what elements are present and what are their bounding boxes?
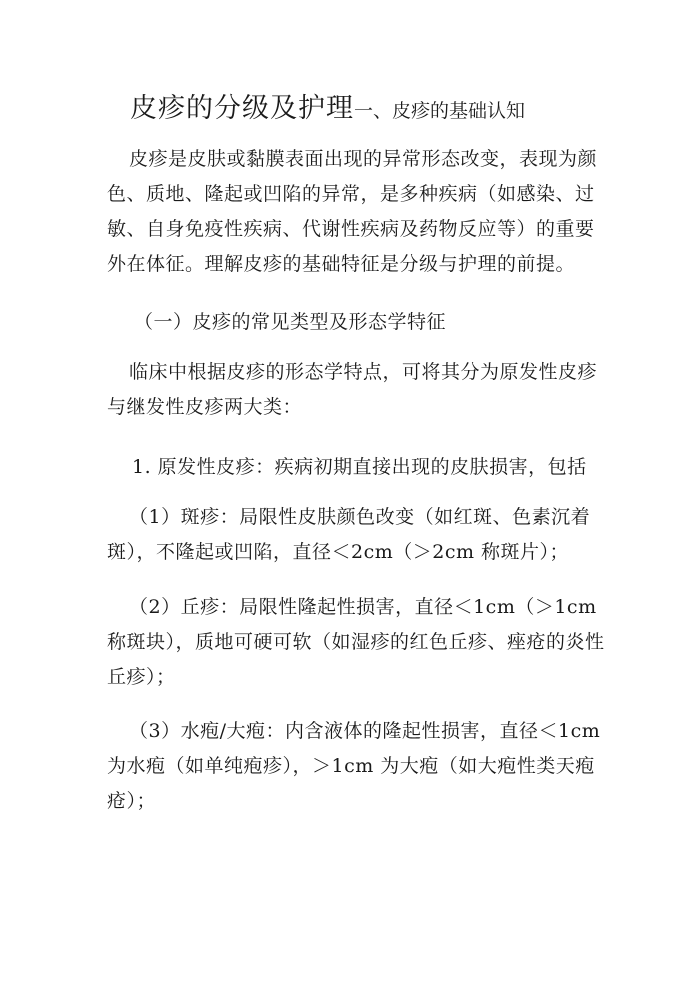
classification-paragraph: 临床中根据皮疹的形态学特点，可将其分为原发性皮疹与继发性皮疹两大类：: [107, 361, 598, 418]
page-title: 皮疹的分级及护理: [130, 93, 354, 124]
list-item-papule: （2）丘疹：局限性隆起性损害，直径＜1cm（＞1cm 称斑块），质地可硬可软（如湿疹的红色丘疹、痤疮的炎性丘疹）；: [107, 596, 605, 688]
section-title: 一、皮疹的基础认知: [354, 100, 526, 122]
list-item-macule: （1）斑疹：局限性皮肤颜色改变（如红斑、色素沉着斑），不隆起或凹陷，直径＜2cm（＞2cm 称斑片）；: [107, 506, 591, 563]
document-title: [130, 86, 525, 125]
primary-rash-heading: 1. 原发性皮疹：疾病初期直接出现的皮肤损害，包括: [132, 456, 587, 478]
intro-paragraph: 皮疹是皮肤或黏膜表面出现的异常形态改变，表现为颜色、质地、隆起或凹陷的异常，是多种疾病（如感染、过敏、自身免疫性疾病、代谢性疾病及药物反应等）的重要外在体征。理解皮疹的基础特征是分级与护理的前提。: [107, 148, 598, 275]
section-heading: （一）皮疹的常见类型及形态学特征: [134, 311, 447, 333]
list-item-vesicle: （3）水疱/大疱：内含液体的隆起性损害，直径＜1cm 为水疱（如单纯疱疹），＞1cm 为大疱（如大疱性类天疱疮）；: [107, 720, 601, 812]
